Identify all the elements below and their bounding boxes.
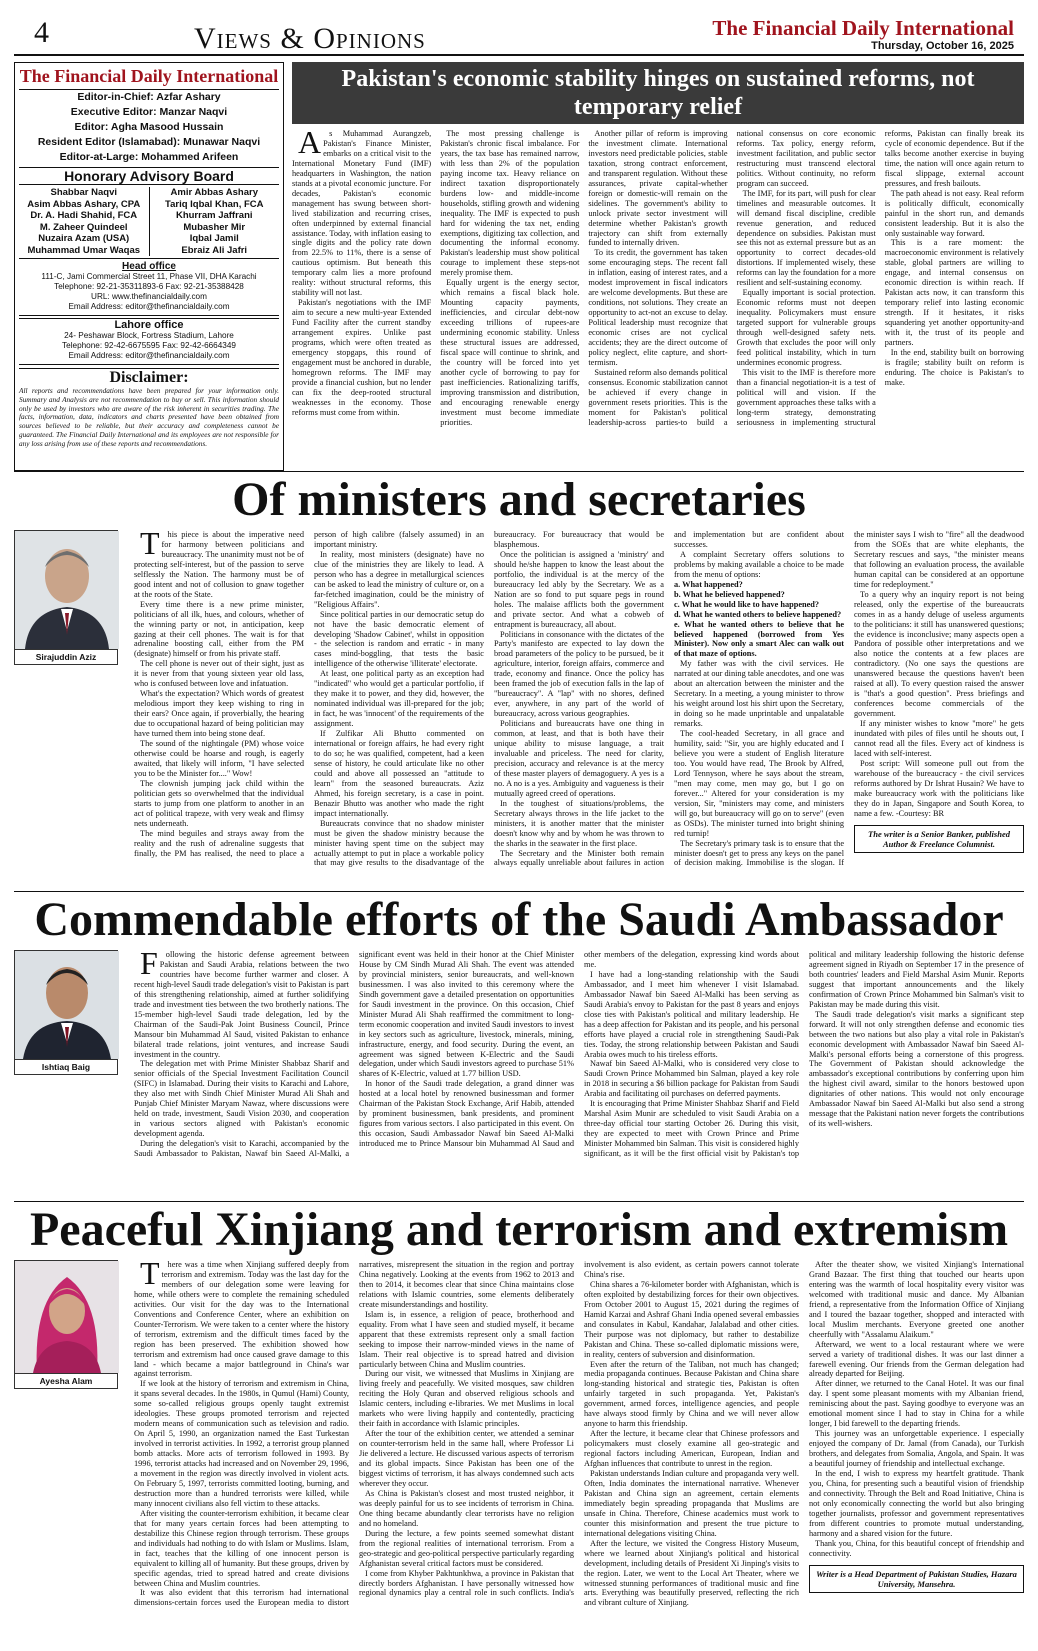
advisor-name: Ebraiz Ali Jafri [181, 244, 248, 256]
article-paragraph: The cool-headed Secretary, in all grace and humility, said: "Sir, you are highly educated and I believe you were a student of English literature too. You would have read, The Brook by Alfred, Lord Tennyson, where he says about the stream, "men may come, men may go, but I go on forever..." Altered for your consideration is my version, Sir, "ministers may come, and ministers will go, but bureaucracy will go on to serve" (even as OSDs). The minister turned into bright shining red turnip! [674, 729, 844, 838]
editorial-paragraph: As Muhammad Aurangzeb, Pakistan's Finance Minister, embarks on a critical visit to the International Monetary Fund (IMF) headquarters in Washington, the nation stands at a pivotal economic juncture. For decades, Pakistan's economic management has swung between short-lived stabilization and recurring crises, often underpinned by external financial assistance. Today, with inflation easing to single digits and the policy rate down from 22.5% to 11%, there is a sense of cautious optimism. But beneath this temporary calm lies a more profound reality: without structural reforms, this stability will not last. [292, 124, 432, 298]
advisor-name: Muhammad Umar Waqas [27, 244, 141, 256]
article-headline: Commendable efforts of the Saudi Ambassador [34, 893, 1004, 946]
page-number: 4 [34, 16, 49, 49]
editorial-paragraph: Pakistan's negotiations with the IMF aim to secure a new multi-year Extended Fund Facility after the current standby arrangement expires. Unlike past programs, which were often treated as emergency stopgaps, this round of engagement must be anchored in durable, homegrown reforms. The IMF may provide a financial cushion, but no lender can fix the deep-rooted structural weaknesses in the economy. Those reforms must come from within. [292, 298, 432, 417]
advisor-name: Iqbal Jamil [189, 233, 239, 244]
option-item: e. What he wanted others to believe that he believed happened (borrowed from Yes Minister). Now only a smart Alec can walk out of that maze of options. [674, 619, 844, 659]
article-paragraph: Pakistan understands Indian culture and propaganda very well. Often, India dominates the international narrative. Whenever Pakistan and China sign an agreement, certain elements immediately begin spreading propaganda that Muslims are unsafe in China. Therefore, Chinese academics must work to counter this misinformation and present the true picture to international delegations visiting China. [584, 1469, 799, 1538]
article-paragraph: The Secretary's primary task is to ensure that the minister doesn't get to press any keys on the panel of decision making. Immobilise is the slogan. If the minister says I wish to "fire" all the deadwood from the SOEs that are white elephants, the Secretary rescues and says, "the minister means that following an evaluation process, the available human capital can be considered at an opportune time for redeployment." [674, 530, 1024, 868]
address-line: 24- Peshawar Block, Fortress Stadium, Lahore [64, 331, 234, 340]
article-paragraph: After dinner, we returned to the Canal Hotel. It was our final day. I spent some pleasant moments with my Albanian friend, reminiscing about the past. Saying goodbye to everyone was an emotional moment since I had to stay in China for a while longer, I bid farewell to the departing friends. [809, 1379, 1024, 1429]
address-line: Email Address: editor@thefinancialdaily.com [68, 302, 230, 311]
option-item: a. What happened? [674, 579, 743, 589]
address-line: Telephone: 92-42-6675595 Fax: 92-42-6664349 [62, 341, 236, 350]
article-paragraph: I come from Khyber Pakhtunkhwa, a province in Pakistan that directly borders Afghanistan. I have personally witnessed how regional dynamics play a central role in such conflicts. India's involvement is also evident, as certain powers cannot tolerate China's rise. [359, 1260, 799, 1598]
article-paragraph: After the lecture, it became clear that Chinese professors and policymakers must closely examine all geo-strategic and regional factors including American, European, Indian and Afghan influences that contribute to unrest in the region. [584, 1429, 799, 1469]
author-column [14, 1260, 124, 1610]
author-portrait-image [15, 1261, 119, 1373]
article-text [134, 950, 1024, 1190]
article-paragraph: The Secretary and the Minister both remain always equally unreliable about failures in action and implementation but are confident about successes. [494, 530, 844, 868]
article-paragraph: It is encouraging that Prime Minister Shahbaz Sharif and Field Marshal Asim Munir are scheduled to visit Saudi Arabia on a three-day official tour starting October 26. During this visit, they are expected to meet with Crown Prince and Prime Minister Mohammed bin Salman. This visit is considered highly significant, as it will be the first official visit by Pakistan's top political and military leadership following the historic defense agreement signed in Riyadh on September 17 in the presence of both countries' leaders and Field Marshal Asim Munir. Reports suggest that important announcements and the likely confirmation of Crown Prince Mohammed bin Salman's visit to Pakistan may be made during this visit. [584, 950, 1024, 1159]
editorial-headline: Pakistan's economic stability hinges on sustained reforms, not temporary relief [292, 62, 1024, 124]
article-body [14, 950, 1024, 1190]
advisors-right [150, 187, 280, 256]
article-paragraph: The cell phone is never out of their sight, just as it is never from that young sixteen year old lass, who is confused between love and infatuation. [134, 659, 304, 689]
article-paragraph: Thank you, China, for this beautiful concept of friendship and connectivity. [809, 1538, 1024, 1558]
editor-list [19, 90, 279, 165]
article-paragraph: To a query why an inquiry report is not being released, only the expertise of the bureaucrats comes in as a handy deluge of useless arguments to the politicians: it still has unanswered questions; the evidence is inconclusive; many aspects open a Pandora of possible other interpretations and we also notice the contents at a few places are contradictory. (No one says the questions are unanswered because the questions haven't been raised at all). To every question raised the answer is "that's a good question". Press briefings and conferences become commercials of the government. [854, 589, 1024, 719]
head-office-title: Head office [122, 261, 176, 272]
article-body [14, 530, 1024, 870]
article-paragraph: Once the politician is assigned a 'ministry' and should he/she happen to know the least about the portfolio, the individual is at the mercy of the bureaucracy led ably by the Secretary. We as a Nation are so fond to put square pegs in round holes. The malaise afflicts both the government and private sector. And what a cobweb of entrapment is bureaucracy, all about. [494, 549, 664, 629]
option-item: b. What he believed happened? [674, 589, 785, 599]
editor-line: Editor-in-Chief: Azfar Ashary [77, 91, 221, 103]
article-paragraph: My father was with the civil services. He narrated at our dining table anecdotes, and one was about an altercation between the minister and the Secretary. In a meeting, a young minister to throw his weight around lost his shirt upon the Secretary, in doing so he made unprintable and unpalatable remarks. [674, 659, 844, 729]
author-column [14, 950, 124, 1190]
advisor-name: M. Zaheer Quindeel [39, 221, 128, 233]
advisor-name: Amir Abbas Ashary [170, 187, 258, 198]
article-paragraph: Post script: Will someone pull out from the warehouse of the bureaucracy - the civil services reforms authored by Dr Ishrat Husain? We have to make bureaucracy work with the politicians like they do in Japan, Singapore and South Korea, to name a few. -Courtesy: BR [854, 758, 1024, 818]
advisor-name: Khurram Jaffrani [175, 210, 253, 221]
editorial-paragraph: This is a rare moment: the macroeconomic environment is relatively stable, global partners are willing to engage, and internal consensus on economic direction is within reach. If Pakistan acts now, it can transform this temporary relief into lasting economic strength. If it hesitates, it risks squandering yet another opportunity-and with it, the trust of its people and partners. [884, 238, 1024, 348]
editorial-paragraph: The IMF, for its part, will push for clear timelines and measurable outcomes. It will demand fiscal discipline, credible revenue generation, and reduced dependence on subsidies. Pakistan must see this not as external pressure but as an opportunity to correct decades-old distortions. If implemented wisely, these reforms can lay the foundation for a more resilient and self-sustaining economy. [736, 188, 876, 288]
article-paragraph: China shares a 76-kilometer border with Afghanistan, which is often exploited by destabilizing forces for their own objectives. From October 2001 to August 15, 2021 during the regimes of Hamid Karzai and Ashraf Ghani India opened several embassies and consulates in Kabul, Kandahar, Jalalabad and other cities. Their purpose was not diplomacy, but rather to destabilize Pakistan and China. These so-called diplomatic missions were, in reality, centers of subversion and disinformation. [584, 1279, 799, 1359]
editor-line: Executive Editor: Manzar Naqvi [70, 106, 228, 118]
masthead [14, 10, 1024, 56]
editorial-paragraph: To its credit, the government has taken some encouraging steps. The recent fall in inflation, easing of interest rates, and a modest improvement in fiscal indicators are welcome developments. But these are conditions, not solutions. They create an opportunity to act-not an excuse to delay. Political leadership must recognize that economic crises are not cyclical accidents; they are the direct outcome of policy neglect, elite capture, and short-termism. [588, 248, 728, 367]
article-paragraph: The clownish jumping jack child within the politician gets so overwhelmed that the individual starts to jump from one platform to another in an act of political trapeze, with very weak and flimsy nets underneath. [134, 778, 304, 828]
address-line: Telephone: 92-21-35311893-6 Fax: 92-21-35388428 [54, 282, 244, 291]
article-paragraph: Bureaucrats convince that no shadow minister must be given the shadow ministry because the minister having spent time on the subject may actually attempt to put in place a workable policy that may give results to the disadvantage of the bureaucracy. For bureaucracy that would be blasphemous. [314, 530, 664, 868]
article-paragraph: In honor of the Saudi trade delegation, a grand dinner was hosted at a local hotel by renowned businessman and former Chairman of the Pakistan Stock Exchange, Arif Habib, attended by prominent businessmen, bank presidents, and prominent figures from various sectors. I also participated in this event. On this occasion, Saudi Ambassador Nawaf bin Saeed Al-Malki introduced me to Prince Mansour bin Muhammad Al Saud and other members of the delegation, expressing kind words about me. [359, 950, 799, 1149]
staff-brand: The Financial Daily International [19, 66, 279, 90]
article-paragraph: A complaint Secretary offers solutions to problems by making available a choice to be made from the menu of options: [674, 549, 844, 579]
article-paragraph: Every time there is a new prime minister, politicians of all ilk, hues, and colours, whether of the winning party or not, in anticipation, keep gazing at their cell phones. The wait is for that adrenaline boosting call, either from the PM (designate) himself or from his private staff. [134, 599, 304, 659]
advisor-name: Tariq Iqbal Khan, FCA [164, 198, 264, 210]
article-paragraph: Islam is, in essence, a religion of peace, brotherhood and equality. From what I have seen and studied myself, it became apparent that these extremists represent only a small faction seeking to impose their narrow-minded views in the name of Islam. Their real objective is to spread hatred and division particularly between China and Muslim countries. [359, 1309, 574, 1369]
editorial-paragraph: Equally important is social protection. Economic reforms must not deepen inequality. Policymakers must ensure targeted support for vulnerable groups through well-designed safety nets. Growth that excludes the poor will only feed political instability, which in turn undermines economic progress. [736, 288, 876, 367]
article-paragraph: If we look at the history of terrorism and extremism in China, it spans several decades. In the 1980s, in Qumul (Hami) County, some so-called religious groups openly taught extremist ideologies. These groups promoted terrorism and rejected modern means of communication such as television and radio. On April 5, 1990, an organization named the East Turkestan involved in terrorist activities. In 1992, a terrorist group planned bomb attacks. More acts of terrorism followed in 1993. By 1996, terrorist attacks had increased and on November 29, 1996, a movement in the region was directly involved in violent acts. On February 5, 1997, terrorists committed looting, burning, and destruction more than a hundred terrorists were killed, while many innocent civilians also fell victim to these attacks. [134, 1379, 349, 1508]
paper-name: The Financial Daily International [712, 16, 1014, 40]
advisory-board [19, 185, 279, 259]
options-list [674, 580, 844, 660]
article-paragraph: Since political parties in our democratic setup do not have the basic democratic element of developing 'Shadow Cabinet', whilst in opposition - the selection is random and erratic - in many cases mind-boggling, that tests the basic intelligence of the otherwise 'illiterate' electorate. [314, 609, 484, 669]
article-paragraph: What's the expectation? Which words of greatest melodious import they keep wishing to ring in their ears? Once again, if proverbially, the hearing due to occupational hazard of being politician may have turned them into being stone deaf. [134, 689, 304, 739]
article-body [14, 1260, 1024, 1610]
editorial-paragraph: Sustained reform also demands political consensus. Economic stabilization cannot be achieved if every change in government resets priorities. This is the moment for Pakistan's political leadership-across parties-to build a national consensus on core economic reforms. Tax policy, energy reform, investment facilitation, and public sector restructuring must transcend electoral politics. Without continuity, no reform program can succeed. [588, 129, 876, 427]
editorial-paragraph: Another pillar of reform is improving the investment climate. International investors need predictable policies, stable taxation, strong contract enforcement, and transparent regulation. Without these assurances, private capital-whether foreign or domestic-will remain on the sidelines. The government's ability to unlock private sector investment will determine whether Pakistan's growth trajectory can shift from externally funded to internally driven. [588, 129, 728, 248]
article-paragraph: Following the historic defense agreement between Pakistan and Saudi Arabia, relations between the two countries have become further warmer and closer. A recent high-level Saudi trade delegation's visit to Pakistan is part of this strengthening relationship, aimed at further solidifying trade and investment ties between the two brotherly nations. The 15-member high-level Saudi trade delegation, led by the Chairman of the Saudi-Pak Joint Business Council, Prince Mansour bin Muhammad Al Saud, visited Pakistan to enhance bilateral trade relations, joint ventures, and increase Saudi investment in the country. [134, 950, 349, 1059]
article-text [134, 1260, 1024, 1610]
author-portrait-image [15, 531, 119, 649]
address-line: 111-C, Jami Commercial Street 11, Phase VII, DHA Karachi [41, 272, 257, 281]
address-line: URL: www.thefinancialdaily.com [91, 292, 207, 301]
article-paragraph: There was a time when Xinjiang suffered deeply from terrorism and extremism. Today was the last day for the members of our delegation some were leaving for home, while others were to complete the remaining scheduled activities. Our visit for the day was to the International Conventions and Conference Center, where an exhibition on Counter-Terrorism. We were taken to a center where the history of terrorism, extremism and the difficult times faced by the region has been preserved. The exhibition showed how terrorism and extremism had once caused grave damage to this land - which became a major battleground in China's war against terrorism. [134, 1260, 349, 1379]
article-paragraph: In reality, most ministers (designate) have no clue of the ministries they are likely to lead. A person who has a degree in metallurgical sciences can be asked to lead the ministry of culture or, on a far-fetched imagination, could be the ministry of "Religious Affairs". [314, 549, 484, 609]
disclaimer-title: Disclaimer: [19, 368, 279, 387]
author-name: Ayesha Alam [15, 1373, 117, 1388]
article-paragraph: The Saudi trade delegation's visit marks a significant step forward. It will not only strengthen defense and economic ties between the two nations but also play a vital role in Pakistan's economic development with Ambassador Nawaf bin Saeed Al-Malki's personal efforts being a cornerstone of this progress. The Government of Pakistan should acknowledge the ambassador's exceptional contributions by conferring upon him the highest civil award, similar to the honors bestowed upon dignitaries of other nations. This would not only encourage Ambassador Nawaf bin Saeed Al-Malki but also send a strong message that the Pakistani nation never forgets the contributions of its well-wishers. [809, 1009, 1024, 1129]
advisor-name: Mubasher Mir [183, 221, 246, 233]
article-paragraph: I have had a long-standing relationship with the Saudi Ambassador, and I meet him whenever I visit Islamabad. Ambassador Nawaf bin Saeed Al-Malki has been serving as Saudi Arabia's envoy to Pakistan for the past 8 years and enjoys close ties with Pakistan's political and military leadership. He has a deep affection for Pakistan and its people, and his personal efforts have played a crucial role in strengthening Saudi-Pak ties. Today, the strong relationship between Pakistan and Saudi Arabia owes much to his tireless efforts. [584, 969, 799, 1059]
editor-line: Editor: Agha Masood Hussain [74, 121, 224, 133]
advisor-name: Nuzaira Azam (USA) [38, 233, 130, 244]
editorial-paragraph: Equally urgent is the energy sector, which remains a fiscal black hole. Mounting capacity payments, inefficiencies, and circular debt-now exceeding trillions of rupees-are undermining economic stability. Unless these structural issues are addressed, fiscal space will continue to shrink, and the country will be forced into yet another cycle of borrowing to pay for past inefficiencies. Rationalizing tariffs, improving transmission and distribution, and encouraging renewable energy investment must become immediate priorities. [440, 278, 580, 427]
article-headline: Of ministers and secretaries [232, 473, 806, 526]
advisor-name: Dr. A. Hadi Shahid, FCA [30, 210, 138, 221]
editorial [292, 62, 1024, 471]
author-byline: Writer is a Head Department of Pakistan Studies, Hazara University, Mansehra. [809, 1565, 1024, 1593]
section-title: Views & Opinions [194, 22, 426, 55]
article-paragraph: After the lecture, we visited the Congress History Museum, where we learned about Xinjiang's political and historical development, including details of President Xi Jinping's visits to the region. Later, we went to the Local Art Theater, where we witnessed stunning performances of traditional music and fine arts. Everything was beautifully preserved, reflecting the rich and vibrant culture of Xinjiang. [584, 1538, 799, 1608]
article-paragraph: If Zulfikar Ali Bhutto commented on international or foreign affairs, he had every right to do so; he was qualified, competent, had a keen sense of history, he could articulate like no other could and above all possessed an "attitude to learn" from the seasoned bureaucrats. Aziz Ahmed, his foreign secretary, is a case in point. Benazir Bhutto was another who made the right impact internationally. [314, 729, 484, 818]
article-paragraph: Afterward, we went to a local restaurant where we were served a variety of traditional dishes. It was our last dinner a farewell evening. Our friends from the German delegation had already departed for Beijing. [809, 1339, 1024, 1379]
article-paragraph: At least, one political party as an exception had "indicated" who would get a particular portfolio, if they make it to power, and they did, however, the nominated individual was ill-prepared for the job; in fact, he was 'innocent' of the requirements of the assignment. [314, 669, 484, 729]
article-text [134, 530, 1024, 870]
author-photo [14, 1260, 118, 1389]
editorial-paragraph: This visit to the IMF is therefore more than a financial negotiation-it is a test of political will and vision. If the government approaches these talks with a long-term strategy, demonstrating seriousness in implementing structural reforms, Pakistan can finally break its cycle of economic dependence. But if the talks become another exercise in buying time, the nation will once again return to fiscal slippage, external account pressures, and fresh bailouts. [736, 129, 1024, 427]
article-paragraph: This journey was an unforgettable experience. I especially enjoyed the company of Dr. Jamal (from Canada), our Turkish brothers, and delegates from Somalia, Angola, and Spain. It was a beautiful journey of friendship and intellectual exchange. [809, 1429, 1024, 1469]
option-item: d. What he wanted others to believe happened? [674, 609, 842, 619]
staff-box [14, 62, 284, 471]
top-band [14, 62, 1024, 472]
advisor-name: Shabbar Naqvi [50, 187, 118, 198]
address-line: Email Address: editor@thefinancialdaily.com [68, 351, 230, 360]
article-paragraph: After visiting the counter-terrorism exhibition, it became clear that for many years certain forces had been attempting to destabilize this Chinese region through terrorism. These groups and individuals had nothing to do with Islam or Muslims. Islam, in fact, teaches that the killing of one innocent person is equivalent to killing all of humanity. But these groups, driven by specific agendas, tried to spread hatred and create divisions between China and Muslim countries. [134, 1508, 349, 1588]
editorial-body [292, 124, 1024, 471]
editorial-paragraph: The most pressing challenge is Pakistan's chronic fiscal imbalance. For years, the tax base has remained narrow, with less than 2% of the population paying income tax. Heavy reliance on indirect taxation disproportionately burdens low- and middle-income households, stifling growth and widening inequality. The IMF is expected to push hard for widening the tax net, ending exemptions, digitizing tax collection, and documenting the informal economy. Pakistan's leadership must show political courage to implement these steps-not merely promise them. [440, 129, 580, 278]
author-column [14, 530, 124, 870]
article-paragraph: After the tour of the exhibition center, we attended a seminar on counter-terrorism held in the same hall, where Professor Li Jie delivered a lecture. He discussed various aspects of terrorism and its global impacts. Since Pakistan has been one of the biggest victims of terrorism, it has always condemned such acts wherever they occur. [359, 1429, 574, 1488]
article-ministers [14, 472, 1024, 892]
author-byline: The writer is a Senior Banker, published Author & Freelance Columnist. [854, 825, 1024, 853]
editor-line: Editor-at-Large: Mohammed Arifeen [59, 151, 239, 163]
author-name: Ishtiaq Baig [15, 1059, 117, 1074]
disclaimer-text: All reports and recommendations have been prepared for your information only. Summary and Analysis are not recommendation to buy or sell. This information should only be used by investors who are aware of the risk inherent in securities trading. The facts, information, data, indicators and charts presented have been obtained from sources believed to be reliable, but their accuracy and completeness cannot be guaranteed. The Financial Daily International and its employees are not responsible for any loss arising from use of these reports and recommendations. [19, 386, 279, 448]
article-paragraph: During the lecture, a few points seemed somewhat distant from the regional realities of international terrorism. From a geo-strategic and geo-political perspective particularly regarding Afghanistan several critical factors must be considered. [359, 1528, 574, 1568]
editorial-paragraph: The path ahead is not easy. Real reform is politically difficult, economically painful in the short run, and demands consistent leadership. But it is also the only sustainable way forward. [884, 188, 1024, 238]
issue-date: Thursday, October 16, 2025 [871, 40, 1014, 52]
article-paragraph: After the theater show, we visited Xinjiang's International Grand Bazaar. The first thing that touched our hearts upon entering was the warmth of local hospitality every visitor was welcomed with traditional music and dance. My Albanian friend, a representative from the Information Office of Xinjiang and I toured the bazaar together, shopped and interacted with local Muslim merchants. Everyone greeted one another cheerfully with "Assalamu Alaikum." [809, 1260, 1024, 1339]
lahore-office-address [19, 331, 279, 365]
article-paragraph: As China is Pakistan's closest and most trusted neighbor, it was deeply painful for us to see incidents of terrorism in China. One thing became abundantly clear terrorists have no religion and no homeland. [359, 1488, 574, 1528]
article-xinjiang [14, 1202, 1024, 1616]
article-paragraph: In the toughest of situations/problems, the Secretary always throws in the life jacket to the ministers, it is another matter that the minister doesn't know why and by whom he was thrown to the sharks in the seawater in the first place. [494, 798, 664, 848]
editor-line: Resident Editor (Islamabad): Munawar Naqvi [37, 136, 261, 148]
article-paragraph: The mind beguiles and strays away from the reality and the rush of adrenaline suggests that finally, the PM has realised, the need to place a person of high calibre (falsely assumed) in an important ministry. [134, 530, 484, 858]
article-paragraph: During our visit, we witnessed that Muslims in Xinjiang are living freely and peacefully. We visited mosques, saw children reciting the Holy Quran and observed religious schools and Islamic centers, including e-libraries. We met Muslims in local markets who were living happily and contentedly, practicing their faith in accordance with Islamic principles. [359, 1369, 574, 1429]
head-office-address [19, 272, 279, 316]
article-paragraph: Even after the return of the Taliban, not much has changed; media propaganda continues. Because Pakistan and China share long-standing historical and strategic ties, Pakistan is often unfairly targeted in such propaganda. Yet, Pakistan's government, armed forces, intelligence agencies, and people have always stood firmly by China and we will never allow anyone to harm this friendship. [584, 1359, 799, 1429]
article-paragraph: Politicians in consonance with the dictates of the Party's manifesto are expected to lay down the broad parameters of the policy to be pursued, be it agriculture, interior, foreign affairs, commerce and trade, economy and finance. Once the policy has been framed the job of execution falls in the lap of "bureaucracy". A "lap" with no shores, defined ever, anywhere, in any part of the world of bureaucracy, across various geographies. [494, 629, 664, 719]
article-headline: Peaceful Xinjiang and terrorism and extremism [29, 1203, 1009, 1256]
option-item: c. What he would like to have happened? [674, 599, 820, 609]
article-paragraph: This piece is about the imperative need for harmony between politicians and bureaucracy. The unanimity must not be of protecting self-interest, but of the passion to serve selflessly the Nation. The harmony must be of good intent and not of collusion to gnaw together at the roots of the State. [134, 530, 304, 599]
article-saudi [14, 892, 1024, 1202]
author-portrait-image [15, 951, 119, 1059]
advisor-name: Asim Abbas Ashary, CPA [27, 198, 141, 210]
author-name: Sirajuddin Aziz [15, 649, 117, 664]
author-photo [14, 950, 118, 1075]
article-paragraph: The sound of the nightingale (PM) whose voice otherwise could be hoarse and rough, is eagerly awaited, that likely will inform, "I have selected you to be the Minister for...." Wow! [134, 739, 304, 778]
advisors-left [19, 187, 150, 256]
article-paragraph: Politicians and bureaucrats have one thing in common, at least, and that is both have their unique ability to misuse language, a trait invaluable and priceless. The need for clarity, precision, accuracy and relevance is at the mercy of these master players of demagoguery. A yes is a no. A no is a yes. Ambiguity and vagueness is their mutually agreed creed of operations. [494, 719, 664, 798]
article-paragraph: In the end, I wish to express my heartfelt gratitude. Thank you, China, for presenting such a beautiful vision of friendship and connectivity. Through the Belt and Road Initiative, China is not only economically connecting the world but also bringing together journalists, professor and government representatives from different countries to promote mutual understanding, harmony and a shared vision for the future. [809, 1469, 1024, 1538]
article-paragraph: Nawaf bin Saeed Al-Malki, who is considered very close to Saudi Crown Prince Mohammed bin Salman, played a key role in 2018 in securing a $6 billion package for Pakistan from Saudi Arabia and facilitating oil purchases on deferred payments. [584, 1059, 799, 1099]
article-paragraph: The delegation met with Prime Minister Shabbaz Sharif and senior officials of the Special Investment Facilitation Council (SIFC) in Islamabad. During their visits to Karachi and Lahore, they also met with Sindh Chief Minister Murad Ali Shah and Punjab Chief Minister Maryam Nawaz, where discussions were held on trade, investment, Saudi Vision 2030, and cooperation in various sectors aligned with Pakistan's economic development agenda. [134, 1059, 349, 1139]
lahore-office-title: Lahore office [19, 318, 279, 331]
article-paragraph: During the delegation's visit to Karachi, accompanied by the Saudi Ambassador to Pakistan, Nawaf bin Saeed Al-Malki, a significant event was held in their honor at the Chief Minister House by CM Sindh Murad Ali Shah. The event was attended by provincial ministers, senior bureaucrats, and well-known businessmen. I was also invited to this ceremony where the Sindh government gave a detailed presentation on opportunities for Saudi investment in the province. On this occasion, Chief Minister Murad Ali Shah reaffirmed the commitment to long-term economic cooperation and invited Saudi investors to invest in key sectors such as agriculture, livestock, minerals, mining, infrastructure, energy, and food security. During the event, an agreement was signed between K-Electric and the Saudi delegation, under which Saudi investors agreed to purchase 51% shares of K-Electric, valued at 1.77 billion USD. [134, 950, 574, 1159]
article-paragraph: It was also evident that this terrorism had international dimensions-certain forces used the European media to distort narratives, misrepresent the situation in the region and portray China negatively. Looking at the events from 1962 to 2013 and then to 2014, it becomes clear that since China maintains close relations with Islamic countries, some elements deliberately create misunderstandings and hostility. [134, 1260, 574, 1608]
article-paragraph: If any minister wishes to know "more" he gets inundated with piles of files until he shouts out, I cannot read all the files. Every act of kindness is laced with self-interest. [854, 719, 1024, 758]
editorial-paragraph: In the end, stability built on borrowing is fragile; stability built on reform is enduring. The choice is Pakistan's to make. [884, 347, 1024, 387]
author-photo [14, 530, 118, 665]
advisory-board-title: Honorary Advisory Board [19, 167, 279, 185]
